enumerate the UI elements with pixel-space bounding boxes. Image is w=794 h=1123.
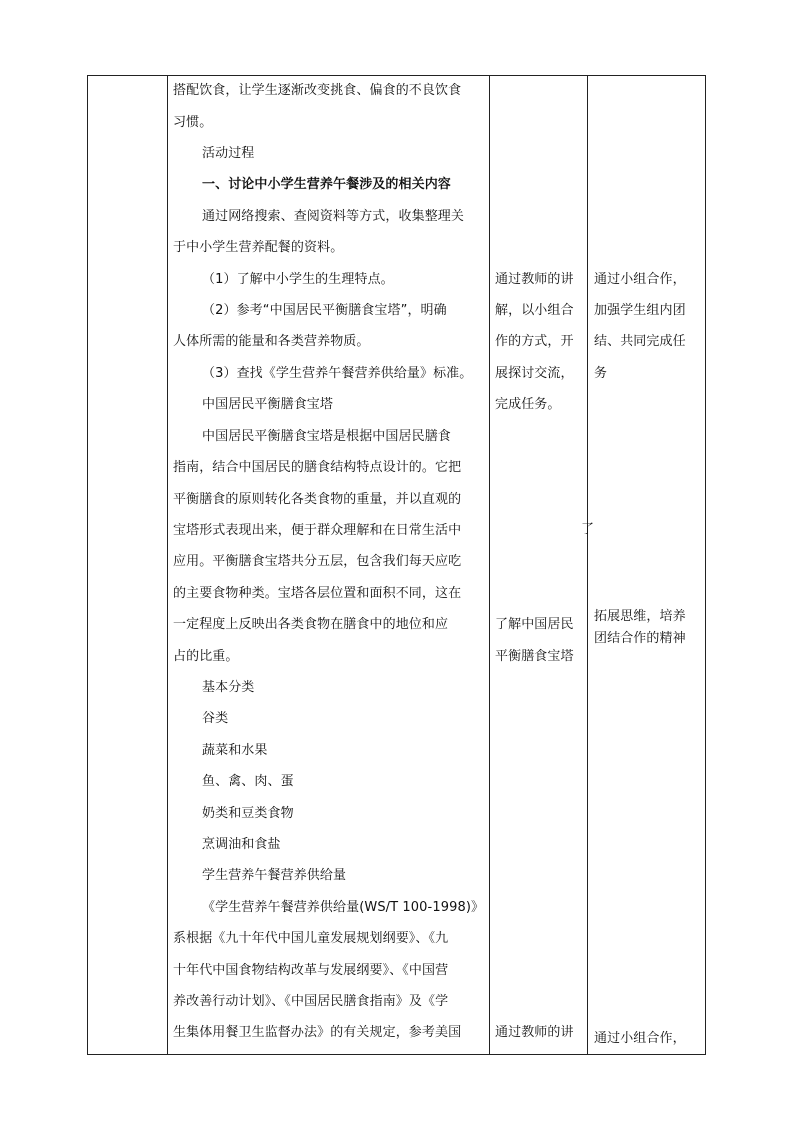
content-line: （1）了解中小学生的生理特点。	[202, 272, 394, 287]
section-label: 活动过程	[202, 146, 255, 161]
content-line: 通过网络搜索、查阅资料等方式，收集整理关	[202, 209, 465, 224]
content-line: 系根据《九十年代中国儿童发展规划纲要》、《九	[173, 931, 449, 946]
content-line: 一定程度上反映出各类食物在膳食中的地位和应	[173, 617, 449, 632]
intent-line: 通过小组合作，	[594, 1031, 686, 1046]
content-line: 养改善行动计划》、《中国居民膳食指南》及《学	[173, 994, 449, 1009]
teacher-line: 通过教师的讲	[495, 272, 574, 287]
teacher-line: 解，以小组合	[495, 303, 574, 318]
subheading: 基本分类	[202, 680, 255, 695]
teacher-line: 了解中国居民	[495, 617, 574, 632]
intent-line: 通过小组合作，	[594, 272, 686, 287]
intent-line: 务	[594, 366, 608, 381]
intent-line: 拓展思维，培养	[594, 609, 686, 624]
content-line: 人体所需的能量和各类营养物质。	[173, 334, 370, 349]
content-line: 平衡膳食的原则转化各类食物的重量，并以直观的	[173, 492, 462, 507]
content-line: 于中小学生营养配餐的资料。	[173, 240, 344, 255]
content-line: 中国居民平衡膳食宝塔是根据中国居民膳食	[202, 429, 451, 444]
content-line: 搭配饮食，让学生逐渐改变挑食、偏食的不良饮食	[173, 83, 462, 98]
section-heading: 一、讨论中小学生营养午餐涉及的相关内容	[202, 177, 451, 192]
intent-line: 结、共同完成任	[594, 334, 686, 349]
subheading: 中国居民平衡膳食宝塔	[202, 397, 334, 412]
subheading: 学生营养午餐营养供给量	[202, 868, 347, 883]
column-divider	[167, 76, 168, 1054]
content-line: 习惯。	[173, 115, 213, 130]
teacher-line: 平衡膳食宝塔	[495, 649, 574, 664]
teacher-line: 展探讨交流，	[495, 366, 574, 381]
list-item: 奶类和豆类食物	[202, 806, 294, 821]
stray-character: 了	[581, 522, 595, 537]
content-line: 应用。平衡膳食宝塔共分五层，包含我们每天应吃	[173, 554, 462, 569]
column-divider	[489, 76, 490, 1054]
content-line: （3）查找《学生营养午餐营养供给量》标准。	[202, 366, 473, 381]
intent-line: 加强学生组内团	[594, 303, 686, 318]
content-line: 《学生营养午餐营养供给量(WS/T 100-1998)》	[202, 900, 485, 915]
teacher-line: 完成任务。	[495, 397, 561, 412]
list-item: 烹调油和食盐	[202, 837, 281, 852]
column-divider	[587, 76, 588, 1054]
teacher-line: 通过教师的讲	[495, 1025, 574, 1040]
content-line: 生集体用餐卫生监督办法》的有关规定，参考美国	[173, 1025, 462, 1040]
intent-line: 团结合作的精神	[594, 631, 686, 646]
content-line: （2）参考“中国居民平衡膳食宝塔”，明确	[202, 303, 447, 318]
content-line: 十年代中国食物结构改革与发展纲要》、《中国营	[173, 963, 449, 978]
content-line: 的主要食物种类。宝塔各层位置和面积不同，这在	[173, 586, 462, 601]
lesson-plan-table	[87, 75, 706, 1055]
list-item: 蔬菜和水果	[202, 743, 268, 758]
content-line: 占的比重。	[173, 649, 239, 664]
list-item: 鱼、禽、肉、蛋	[202, 774, 294, 789]
content-line: 宝塔形式表现出来，便于群众理解和在日常生活中	[173, 523, 462, 538]
content-line: 指南，结合中国居民的膳食结构特点设计的。它把	[173, 460, 462, 475]
list-item: 谷类	[202, 711, 229, 726]
teacher-line: 作的方式，开	[495, 334, 574, 349]
